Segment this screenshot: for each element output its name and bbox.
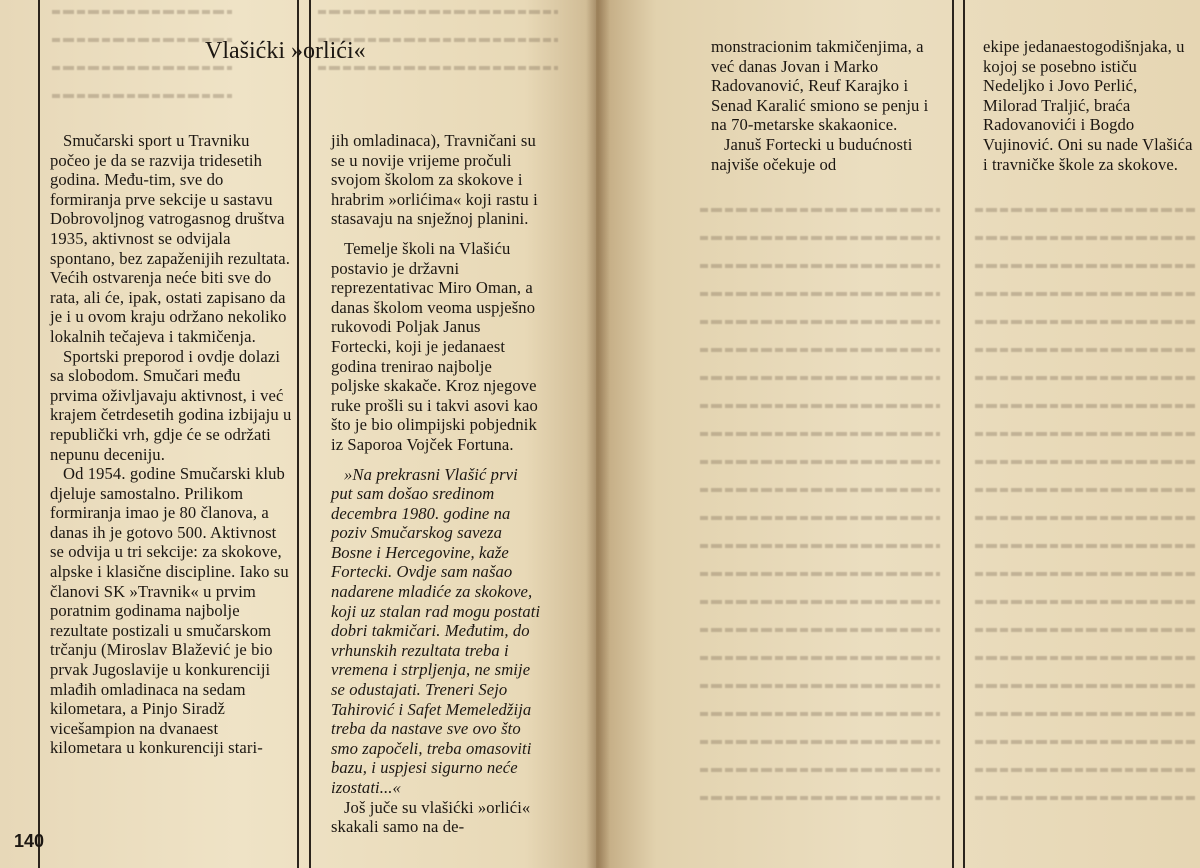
bleed-through-right-a — [700, 200, 940, 820]
column-rule-mid — [297, 0, 299, 868]
paragraph: Januš Fortecki u budućnosti najviše očekuje od — [711, 134, 913, 174]
column-rule-right — [952, 0, 954, 868]
column-3 — [711, 37, 943, 174]
paragraph: Još juče su vlašićki »orlići« skakali samo na de- — [331, 797, 531, 837]
paragraph: monstracionim takmičenjima, a već danas Jovan i Marko Radovanović, Reuf Karajko i Senad Karalić smiono se penju i na 70-metarske skakaonice. — [711, 37, 929, 135]
paragraph: ekipe jedanaestogodišnjaka, u kojoj se posebno ističu Nedeljko i Jovo Perlić, Milorad Traljić, braća Radovanovići i Bogdo Vujinović. Oni su nade Vlašića i travničke škole za skokove. — [983, 37, 1193, 174]
book-gutter — [586, 0, 610, 868]
column-rule-left — [38, 0, 40, 868]
column-rule-right-2 — [963, 0, 965, 868]
bleed-through-right-b — [975, 200, 1195, 820]
column-4 — [983, 37, 1193, 174]
paragraph: Od 1954. godine Smučarski klub djeluje samostalno. Prilikom formiranja imao je 80 članova, a danas ih je gotovo 500. Aktivnost se odvija u tri sekcije: za skokove, alpske i klasične discipline. Iako su članovi SK »Travnik« u prvim poratnim godinama najbolje rezultate postizali u smučarskom trčanju (Miroslav Blažević je bio prvak Jugoslavije u konkurenciji mlađih omladinaca na sedam kilometara, a Pinjo Siradž vicešampion na dvanaest kilometara u konkurenciji stari- — [50, 464, 289, 758]
paragraph: Smučarski sport u Travniku počeo je da se razvija tridesetih godina. Među-tim, sve do formiranja prve sekcije u sastavu Dobrovoljnog vatrogasnog društva 1935, aktivnost se odvijala spontano, bez zapaženijih rezultata. Većih ostvarenja neće biti sve do rata, ali će, ipak, ostati zapisano da je i u ovom kraju održano nekoliko lokalnih tečajeva i takmičenja. — [50, 131, 290, 346]
paragraph: Temelje školi na Vlašiću postavio je državni reprezentativac Miro Oman, a danas školom veoma uspješno rukovodi Poljak Janus Fortecki, koji je jedanaest godina trenirao najbolje poljske skakače. Kroz njegove ruke prošli su i takvi asovi kao što je bio olimpijski pobjednik iz Saporoa Vojček Fortuna. — [331, 238, 538, 454]
paragraph: jih omladinaca), Travničani su se u novije vrijeme pročuli svojom školom za skokove i hrabrim »orlićima« koji rastu i stasavaju na snježnoj planini. — [331, 131, 538, 229]
column-2 — [331, 131, 543, 837]
article-title: Vlašićki »orlići« — [205, 38, 366, 64]
page-number: 140 — [14, 831, 45, 851]
fortecki-quote: »Na prekrasni Vlašić prvi put sam došao sredinom decembra 1980. godine na poziv Smučarskog saveza Bosne i Hercegovine, kaže Fortecki. Ovdje sam našao nadarene mladiće za skokove, koji uz stalan rad mogu postati dobri takmičari. Međutim, do vrhunskih rezultata treba i vremena i strpljenja, ne smije se odustajati. Treneri Sejo Tahirović i Safet Memeledžija treba da nastave sve ovo što smo započeli, treba omasoviti bazu, i uspjesi sigurno neće izostati...« — [331, 464, 541, 797]
paragraph: Sportski preporod i ovdje dolazi sa slobodom. Smučari među prvima oživljavaju aktivnost, i već krajem četrdesetih godina izbijaju u republički vrh, gdje će se održati nepunu deceniju. — [50, 346, 292, 464]
column-1 — [50, 131, 292, 758]
column-rule-mid-2 — [309, 0, 311, 868]
